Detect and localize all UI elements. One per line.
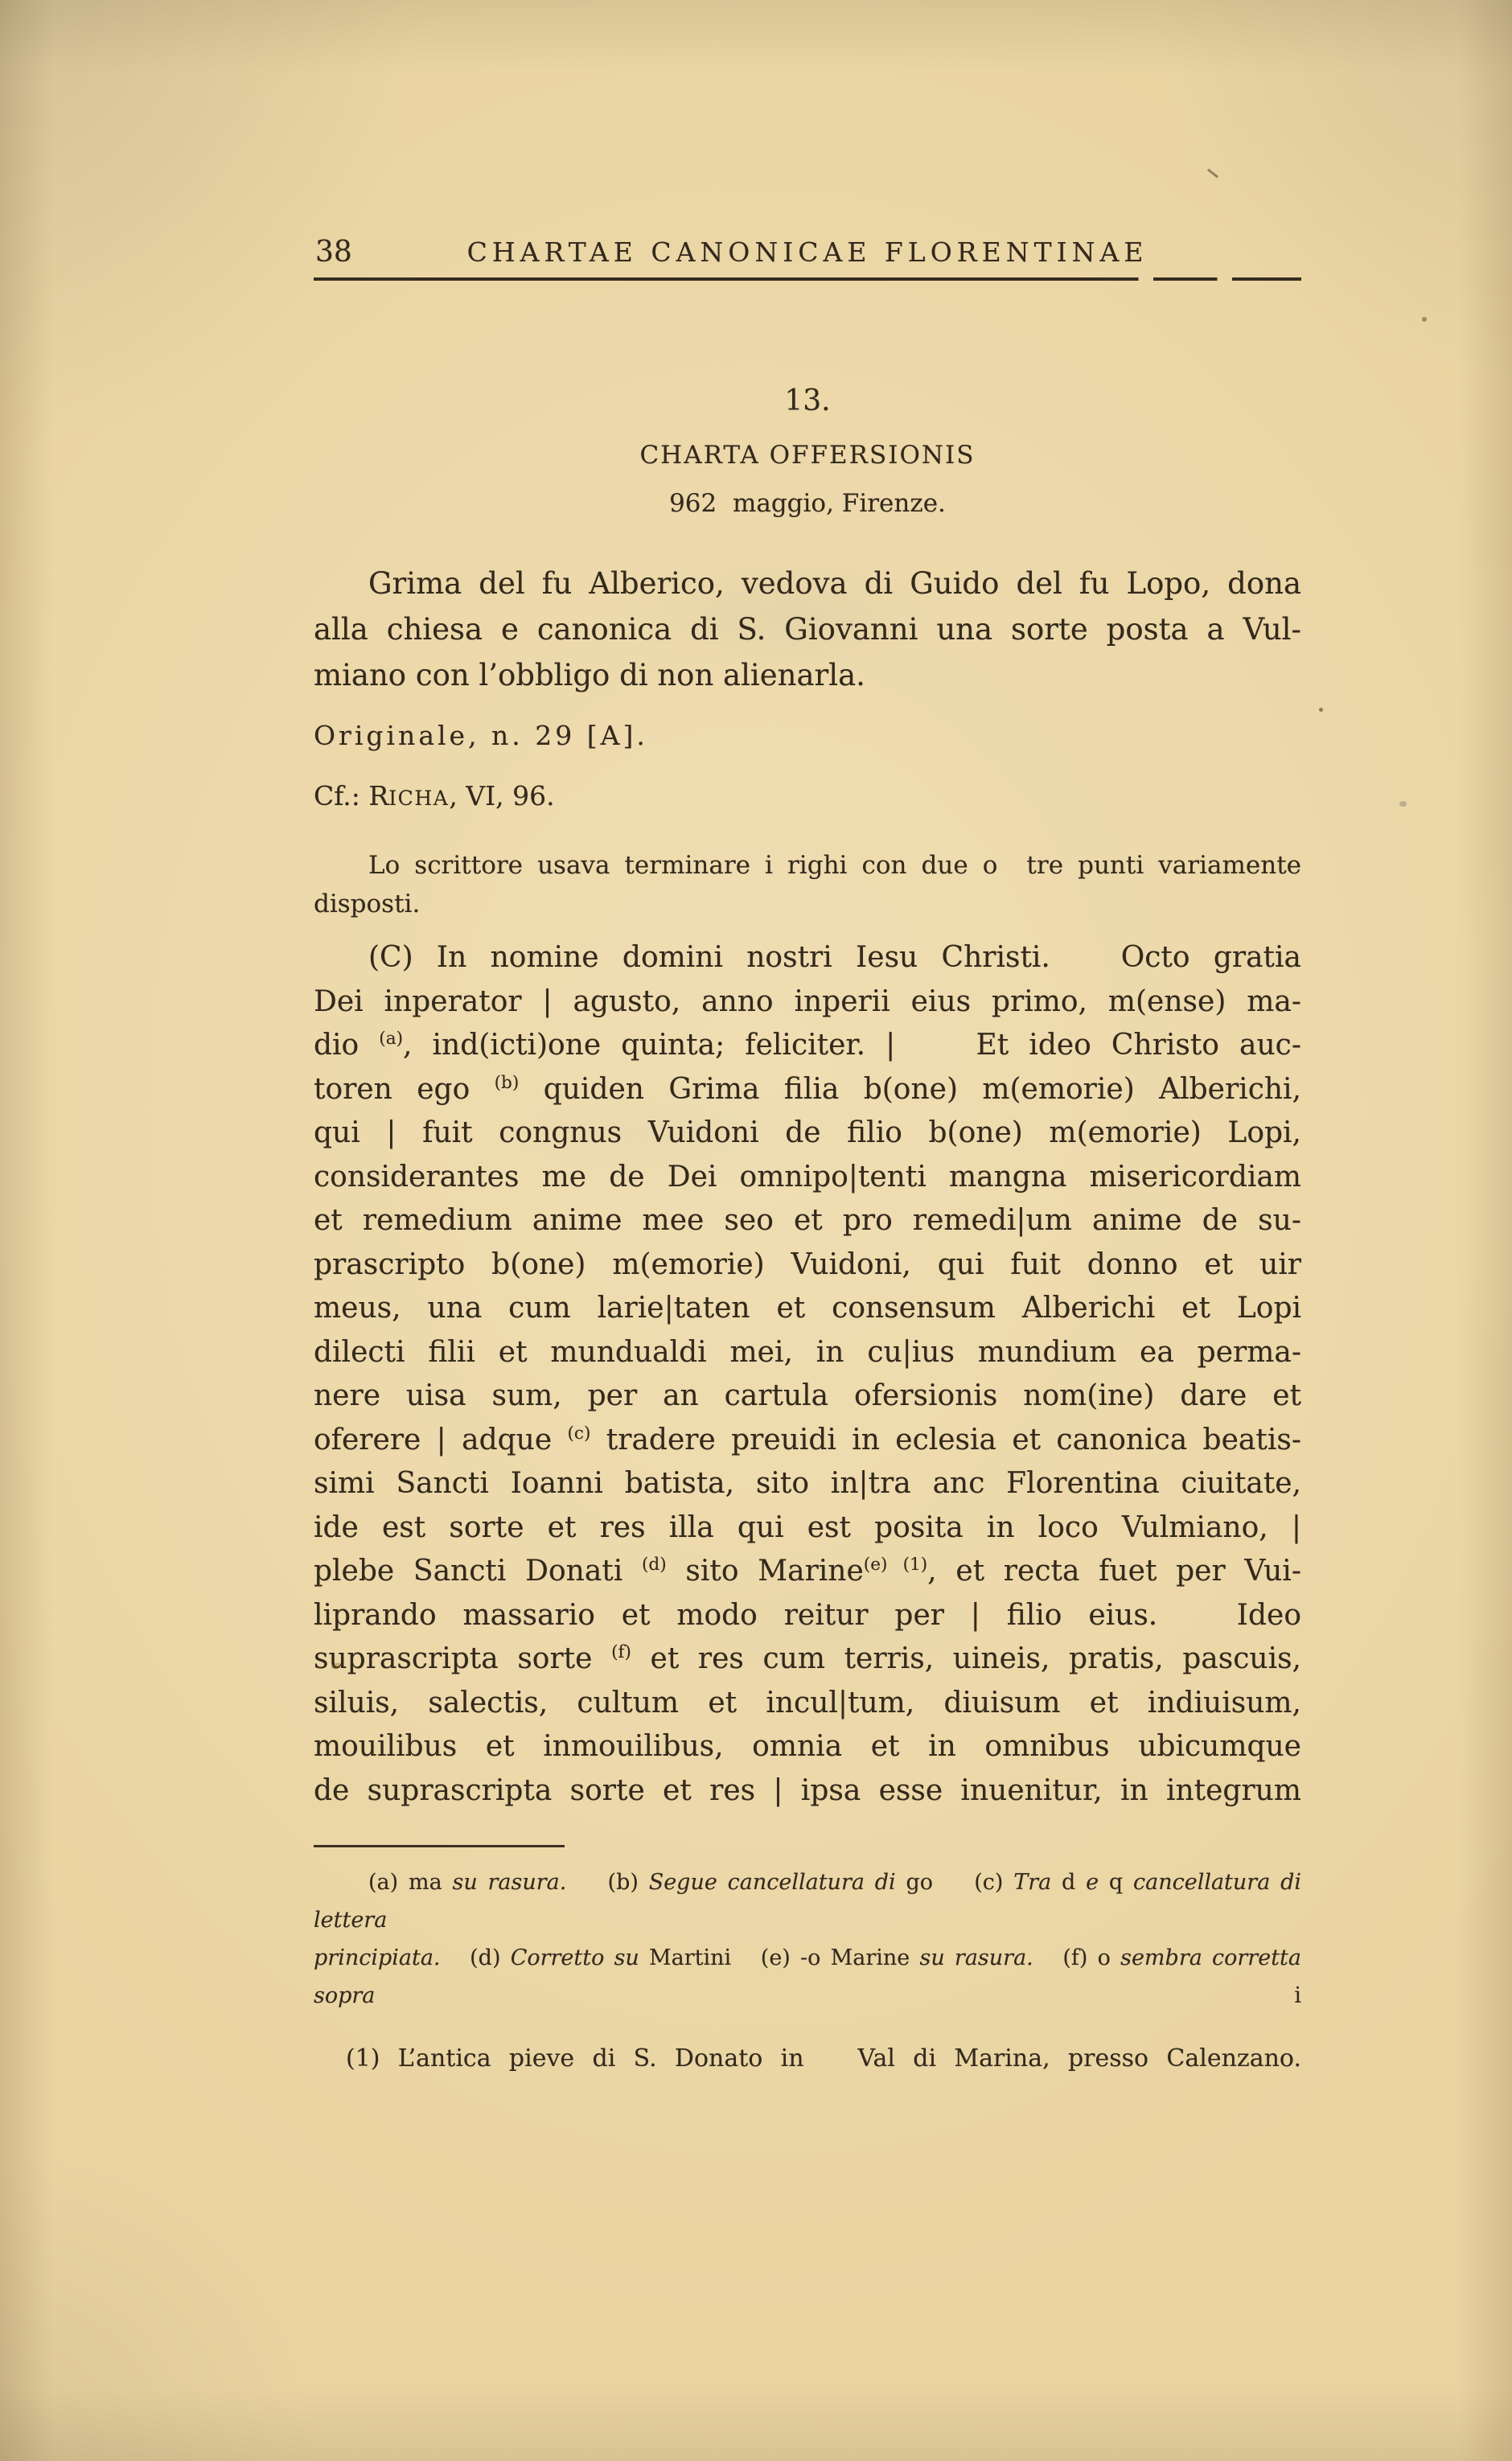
footnote-marker: (a) [379, 1029, 404, 1049]
text-line [314, 1863, 1301, 1939]
footnote-marker: (c) [567, 1423, 591, 1444]
text-segment: dilecti filii et mundualdi mei, in cu|ius mundium ea perma- [314, 1335, 1301, 1369]
text-line [314, 1419, 1301, 1463]
text-segment: (C) In nomine domini nostri Iesu Christi. Octo gratia [368, 941, 1301, 974]
text-line [314, 1769, 1301, 1814]
text-segment: q [1099, 1870, 1133, 1895]
text-line: Lo scrittore usava terminare i righi con due o tre punti variamente [368, 851, 1301, 880]
text-segment: cancellatura di lettera [314, 1870, 1302, 1933]
text-line: Grima del fu Alberico, vedova di Guido del fu Lopo, dona [368, 566, 1301, 601]
text-segment: simi Sancti Ioanni batista, sito in|tra anc Florentina ciuitate, [314, 1467, 1301, 1500]
text-segment: oferere | adque [314, 1423, 568, 1456]
text-segment: nere uisa sum, per an cartula ofersionis nom(ine) dare et [314, 1379, 1301, 1412]
text-line [314, 1725, 1301, 1769]
text-segment: tradere preuidi in eclesia et canonica beatis- [590, 1423, 1301, 1456]
text-line [314, 1637, 1301, 1682]
entry-dateline: 962 maggio, Firenze. [669, 489, 946, 518]
text-line [314, 1331, 1301, 1375]
text-line [314, 1024, 1301, 1068]
text-segment: plebe Sancti Donati [314, 1555, 642, 1588]
text-line: disposti. [314, 889, 421, 918]
text-segment: meus, una cum larie|taten et consensum Alberichi et Lopi [314, 1292, 1301, 1325]
text-line [314, 1374, 1301, 1419]
text-segment: suprascripta sorte [314, 1642, 612, 1675]
text-segment: qui | fuit congnus Vuidoni de filio b(one) m(emorie) Lopi, [314, 1116, 1301, 1149]
citation-note [314, 779, 1301, 816]
footnotes [314, 1863, 1301, 2015]
text-line: miano con l’obbligo di non alienarla. [314, 658, 865, 692]
text-segment: (a) ma [368, 1870, 453, 1895]
text-segment: d [1051, 1870, 1087, 1895]
text-segment: , ind(icti)one quinta; feliciter. | Et ideo Christo auc- [403, 1029, 1301, 1062]
charter-text [314, 936, 1301, 1813]
text-line [314, 1506, 1301, 1551]
text-line [314, 1111, 1301, 1156]
scan-speck [1399, 801, 1407, 807]
text-segment: i [375, 1983, 1301, 2008]
summary-paragraph [314, 561, 1301, 698]
text-block [314, 0, 1301, 2076]
text-segment: considerantes me de Dei omnipo|tenti mangna misericordiam [314, 1160, 1301, 1194]
text-line [314, 936, 1301, 980]
source-note: Originale, n. 29 [A]. [314, 720, 648, 751]
text-segment: sembra corretta sopra [314, 1945, 1301, 2008]
text-segment: liprando massario et modo reitur per | filio eius. Ideo [314, 1598, 1301, 1632]
page-number: 38 [315, 236, 352, 269]
text-segment: toren ego [314, 1072, 495, 1106]
text-segment: principiata. [314, 1945, 441, 1970]
running-header [314, 236, 1301, 269]
text-line [314, 980, 1301, 1025]
text-segment: Corretto su [510, 1945, 639, 1970]
text-segment: e [1086, 1870, 1099, 1895]
text-segment: go (c) [895, 1870, 1014, 1895]
text-segment: su rasura. [919, 1945, 1033, 1970]
text-segment: (b) [566, 1870, 649, 1895]
text-line [314, 1287, 1301, 1331]
text-segment: Martini (e) -o Marine [639, 1945, 920, 1970]
text-line [314, 1594, 1301, 1638]
text-line [314, 1156, 1301, 1200]
text-segment: de suprascripta sorte et res | ipsa esse inuenitur, in integrum [314, 1773, 1301, 1807]
entry-number: 13. [784, 384, 831, 417]
text-line [314, 1199, 1301, 1243]
text-line: alla chiesa e canonica di S. Giovanni una sorte posta a Vul- [314, 612, 1301, 647]
text-segment: et remedium anime mee seo et pro remedi|um anime de su- [314, 1204, 1301, 1237]
text-line [314, 1682, 1301, 1726]
text-segment: sito Marine [666, 1555, 864, 1588]
text-segment: Dei inperator | agusto, anno inperii eius primo, m(ense) ma- [314, 984, 1301, 1018]
text-segment: siluis, salectis, cultum et incul|tum, diuisum et indiuisum, [314, 1686, 1301, 1719]
entry-title: CHARTA OFFERSIONIS [639, 441, 976, 470]
text-segment: mouilibus et inmouilibus, omnia et in omnibus ubicumque [314, 1730, 1301, 1763]
scan-speck [1319, 708, 1323, 712]
text-segment: dio [314, 1029, 380, 1062]
text-line [314, 1243, 1301, 1288]
text-segment: Segue cancellatura di [648, 1870, 896, 1895]
text-segment: Cf.: R [314, 780, 389, 811]
text-segment: , et recta fuet per Vui- [927, 1555, 1301, 1588]
text-segment: ICHA [388, 787, 450, 810]
text-segment: (f) o [1033, 1945, 1121, 1970]
footnote-rule [314, 1845, 565, 1847]
text-segment: ide est sorte et res illa qui est posita in loco Vulmiano, | [314, 1510, 1301, 1544]
running-title: CHARTAE CANONICAE FLORENTINAE [466, 236, 1148, 268]
footnote-marker: (b) [494, 1072, 520, 1093]
scribe-note [314, 846, 1301, 923]
header-rule [314, 277, 1301, 281]
bottom-note [314, 2042, 1301, 2076]
text-line [314, 1068, 1301, 1112]
text-segment: Tra [1013, 1870, 1052, 1895]
text-line [314, 1550, 1301, 1594]
footnote-marker: (f) [611, 1642, 631, 1662]
footnote-marker: (e) (1) [863, 1555, 928, 1575]
text-segment: prascripto b(one) m(emorie) Vuidoni, qui fuit donno et uir [314, 1247, 1301, 1281]
text-segment: su rasura. [452, 1870, 567, 1895]
text-segment: quiden Grima filia b(one) m(emorie) Alberichi, [519, 1072, 1302, 1106]
text-line [314, 1939, 1301, 2015]
text-segment: et res cum terris, uineis, pratis, pascuis, [631, 1642, 1302, 1675]
text-segment: , VI, 96. [449, 780, 555, 811]
footnote-marker: (d) [642, 1555, 667, 1575]
scan-speck [1422, 317, 1427, 322]
text-segment: (d) [440, 1945, 511, 1970]
text-segment: (1) L’antica pieve di S. Donato in Val di Marina, presso Calenzano. [346, 2044, 1301, 2073]
text-line [314, 1462, 1301, 1506]
